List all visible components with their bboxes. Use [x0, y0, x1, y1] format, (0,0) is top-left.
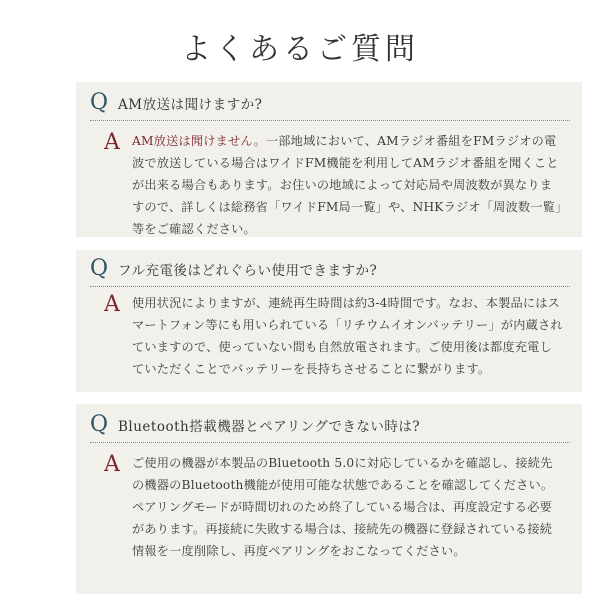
answer-text: ご使用の機器が本製品のBluetooth 5.0に対応しているかを確認し、接続先の機器のBluetooth機能が使用可能な状態であることを確認してください。ペアリングモードが時間切れのため終了している場合は、再度設定する必要があります。再接続に失敗する場合は、接続先の機器に登録されている接続情報を一度削除し、再度ペアリングをおこなってください。: [132, 456, 554, 558]
faq-item-bluetooth: [76, 404, 582, 594]
a-mark: A: [104, 452, 120, 477]
answer-lead: AM放送は聞けません。: [132, 134, 266, 148]
page-title: よくあるご質問: [181, 32, 419, 67]
question-row: [90, 90, 570, 115]
answer-text: 使用状況によりますが、連続再生時間は約3-4時間です。なお、本製品にはスマートフォン等にも用いられている「リチウムイオンバッテリー」が内蔵されていますので、使っていない間も自然放電されます。ご使用後は都度充電していただくことでバッテリーを長持ちさせることに繋がります。: [132, 296, 563, 376]
answer-body: 一部地域において、AMラジオ番組をFMラジオの電波で放送している場合はワイドFM機能を利用してAMラジオ番組を聞くことが出来る場合もあります。お住いの地域によって対応局や周波数が異なりますので、詳しくは総務省「ワイドFM局一覧」や、NHKラジオ「周波数一覧」等をご確認ください。: [132, 134, 562, 236]
dotted-divider: [90, 286, 570, 287]
question-text: Bluetooth搭載機器とペアリングできない時は?: [118, 419, 421, 435]
a-mark: A: [104, 292, 120, 317]
dotted-divider: [90, 442, 570, 443]
answer-text: [132, 130, 564, 240]
question-row: [90, 412, 570, 437]
faq-item-battery: [76, 250, 582, 392]
answer-row: [104, 452, 564, 562]
question-text: AM放送は聞けますか?: [118, 97, 263, 113]
question-row: [90, 256, 570, 281]
q-mark: Q: [90, 90, 109, 115]
dotted-divider: [90, 120, 570, 121]
answer-row: [104, 292, 564, 380]
question-text: フル充電後はどれぐらい使用できますか?: [118, 263, 378, 279]
q-mark: Q: [90, 256, 109, 281]
faq-item-am-radio: [76, 82, 582, 237]
answer-row: [104, 130, 564, 240]
a-mark: A: [104, 130, 120, 155]
q-mark: Q: [90, 412, 109, 437]
